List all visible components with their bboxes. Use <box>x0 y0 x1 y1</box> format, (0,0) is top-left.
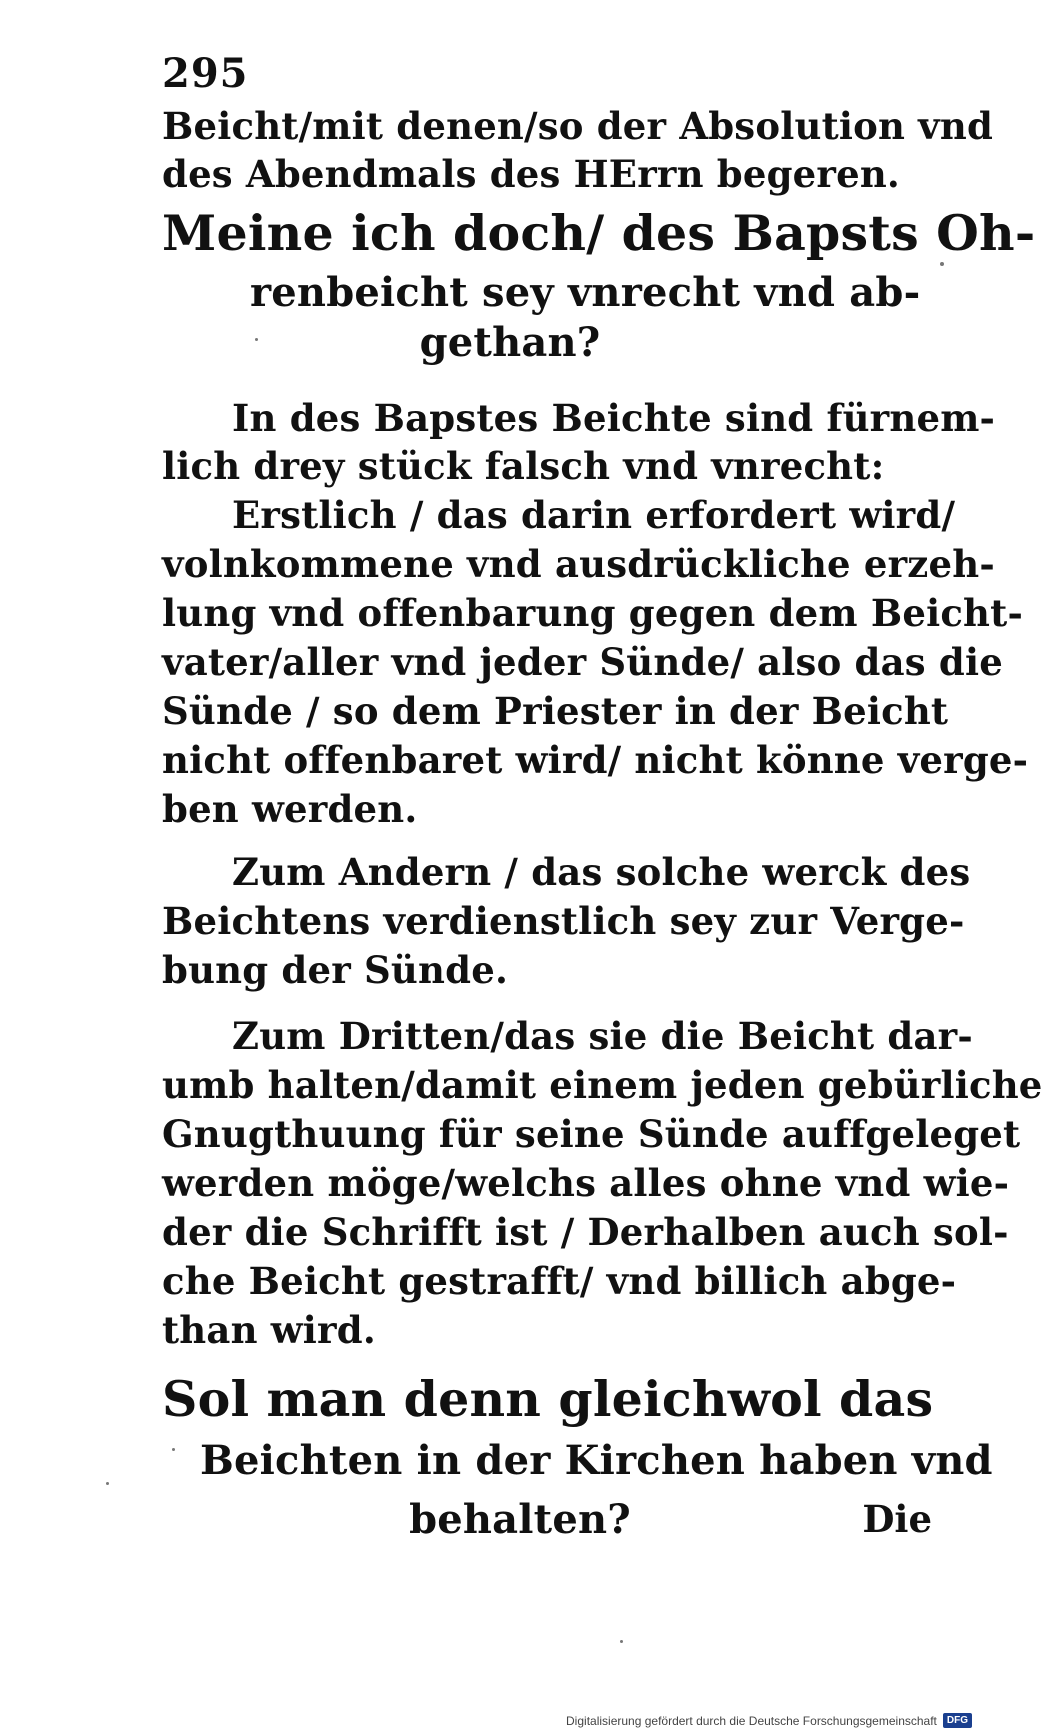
catchword: Die <box>862 1497 932 1541</box>
text-line: che Beicht gestrafft/ vnd billich abge- <box>162 1259 957 1303</box>
text-line: bung der Sünde. <box>162 948 509 992</box>
print-speck <box>106 1482 109 1485</box>
print-speck <box>172 1448 175 1451</box>
text-line: der die Schrifft ist / Derhalben auch sol- <box>162 1210 1009 1254</box>
question-heading: renbeicht sey vnrecht vnd ab- <box>250 269 921 316</box>
text-line: Gnugthuung für seine Sünde auffgeleget <box>162 1112 1021 1156</box>
question-heading: Sol man denn gleichwol das <box>162 1370 934 1428</box>
text-line: Zum Dritten/das sie die Beicht dar- <box>232 1014 973 1058</box>
text-line: volnkommene vnd ausdrückliche erzeh- <box>162 542 995 586</box>
text-line: des Abendmals des HErrn begeren. <box>162 152 900 196</box>
text-line: Sünde / so dem Priester in der Beicht <box>162 689 949 733</box>
text-line: lich drey stück falsch vnd vnrecht: <box>162 444 885 488</box>
digitization-credit <box>566 1713 972 1728</box>
question-heading: gethan? <box>419 319 601 366</box>
text-line: nicht offenbaret wird/ nicht könne verge- <box>162 738 1029 782</box>
question-heading: Meine ich doch/ des Bapsts Oh- <box>162 204 1036 262</box>
print-speck <box>255 338 258 341</box>
question-heading: behalten? <box>409 1496 631 1543</box>
page-number: 295 <box>162 50 249 97</box>
text-line: Zum Andern / das solche werck des <box>232 850 971 894</box>
text-line: lung vnd offenbarung gegen dem Beicht- <box>162 591 1024 635</box>
text-line: vater/aller vnd jeder Sünde/ also das die <box>162 640 1003 684</box>
footer-text: Digitalisierung gefördert durch die Deutsche Forschungsgemeinschaft <box>566 1713 937 1728</box>
text-line: Beichtens verdienstlich sey zur Verge- <box>162 899 965 943</box>
question-heading: Beichten in der Kirchen haben vnd <box>200 1437 993 1484</box>
dfg-logo: DFG <box>943 1713 972 1728</box>
text-line: than wird. <box>162 1308 376 1352</box>
print-speck <box>940 262 944 266</box>
print-speck <box>620 1640 623 1643</box>
text-line: Beicht/mit denen/so der Absolution vnd <box>162 104 994 148</box>
text-line: werden möge/welchs alles ohne vnd wie- <box>162 1161 1010 1205</box>
text-line: In des Bapstes Beichte sind fürnem- <box>232 396 996 440</box>
text-line: ben werden. <box>162 787 418 831</box>
text-line: umb halten/damit einem jeden gebürliche <box>162 1063 1043 1107</box>
text-line: Erstlich / das darin erfordert wird/ <box>232 493 956 537</box>
